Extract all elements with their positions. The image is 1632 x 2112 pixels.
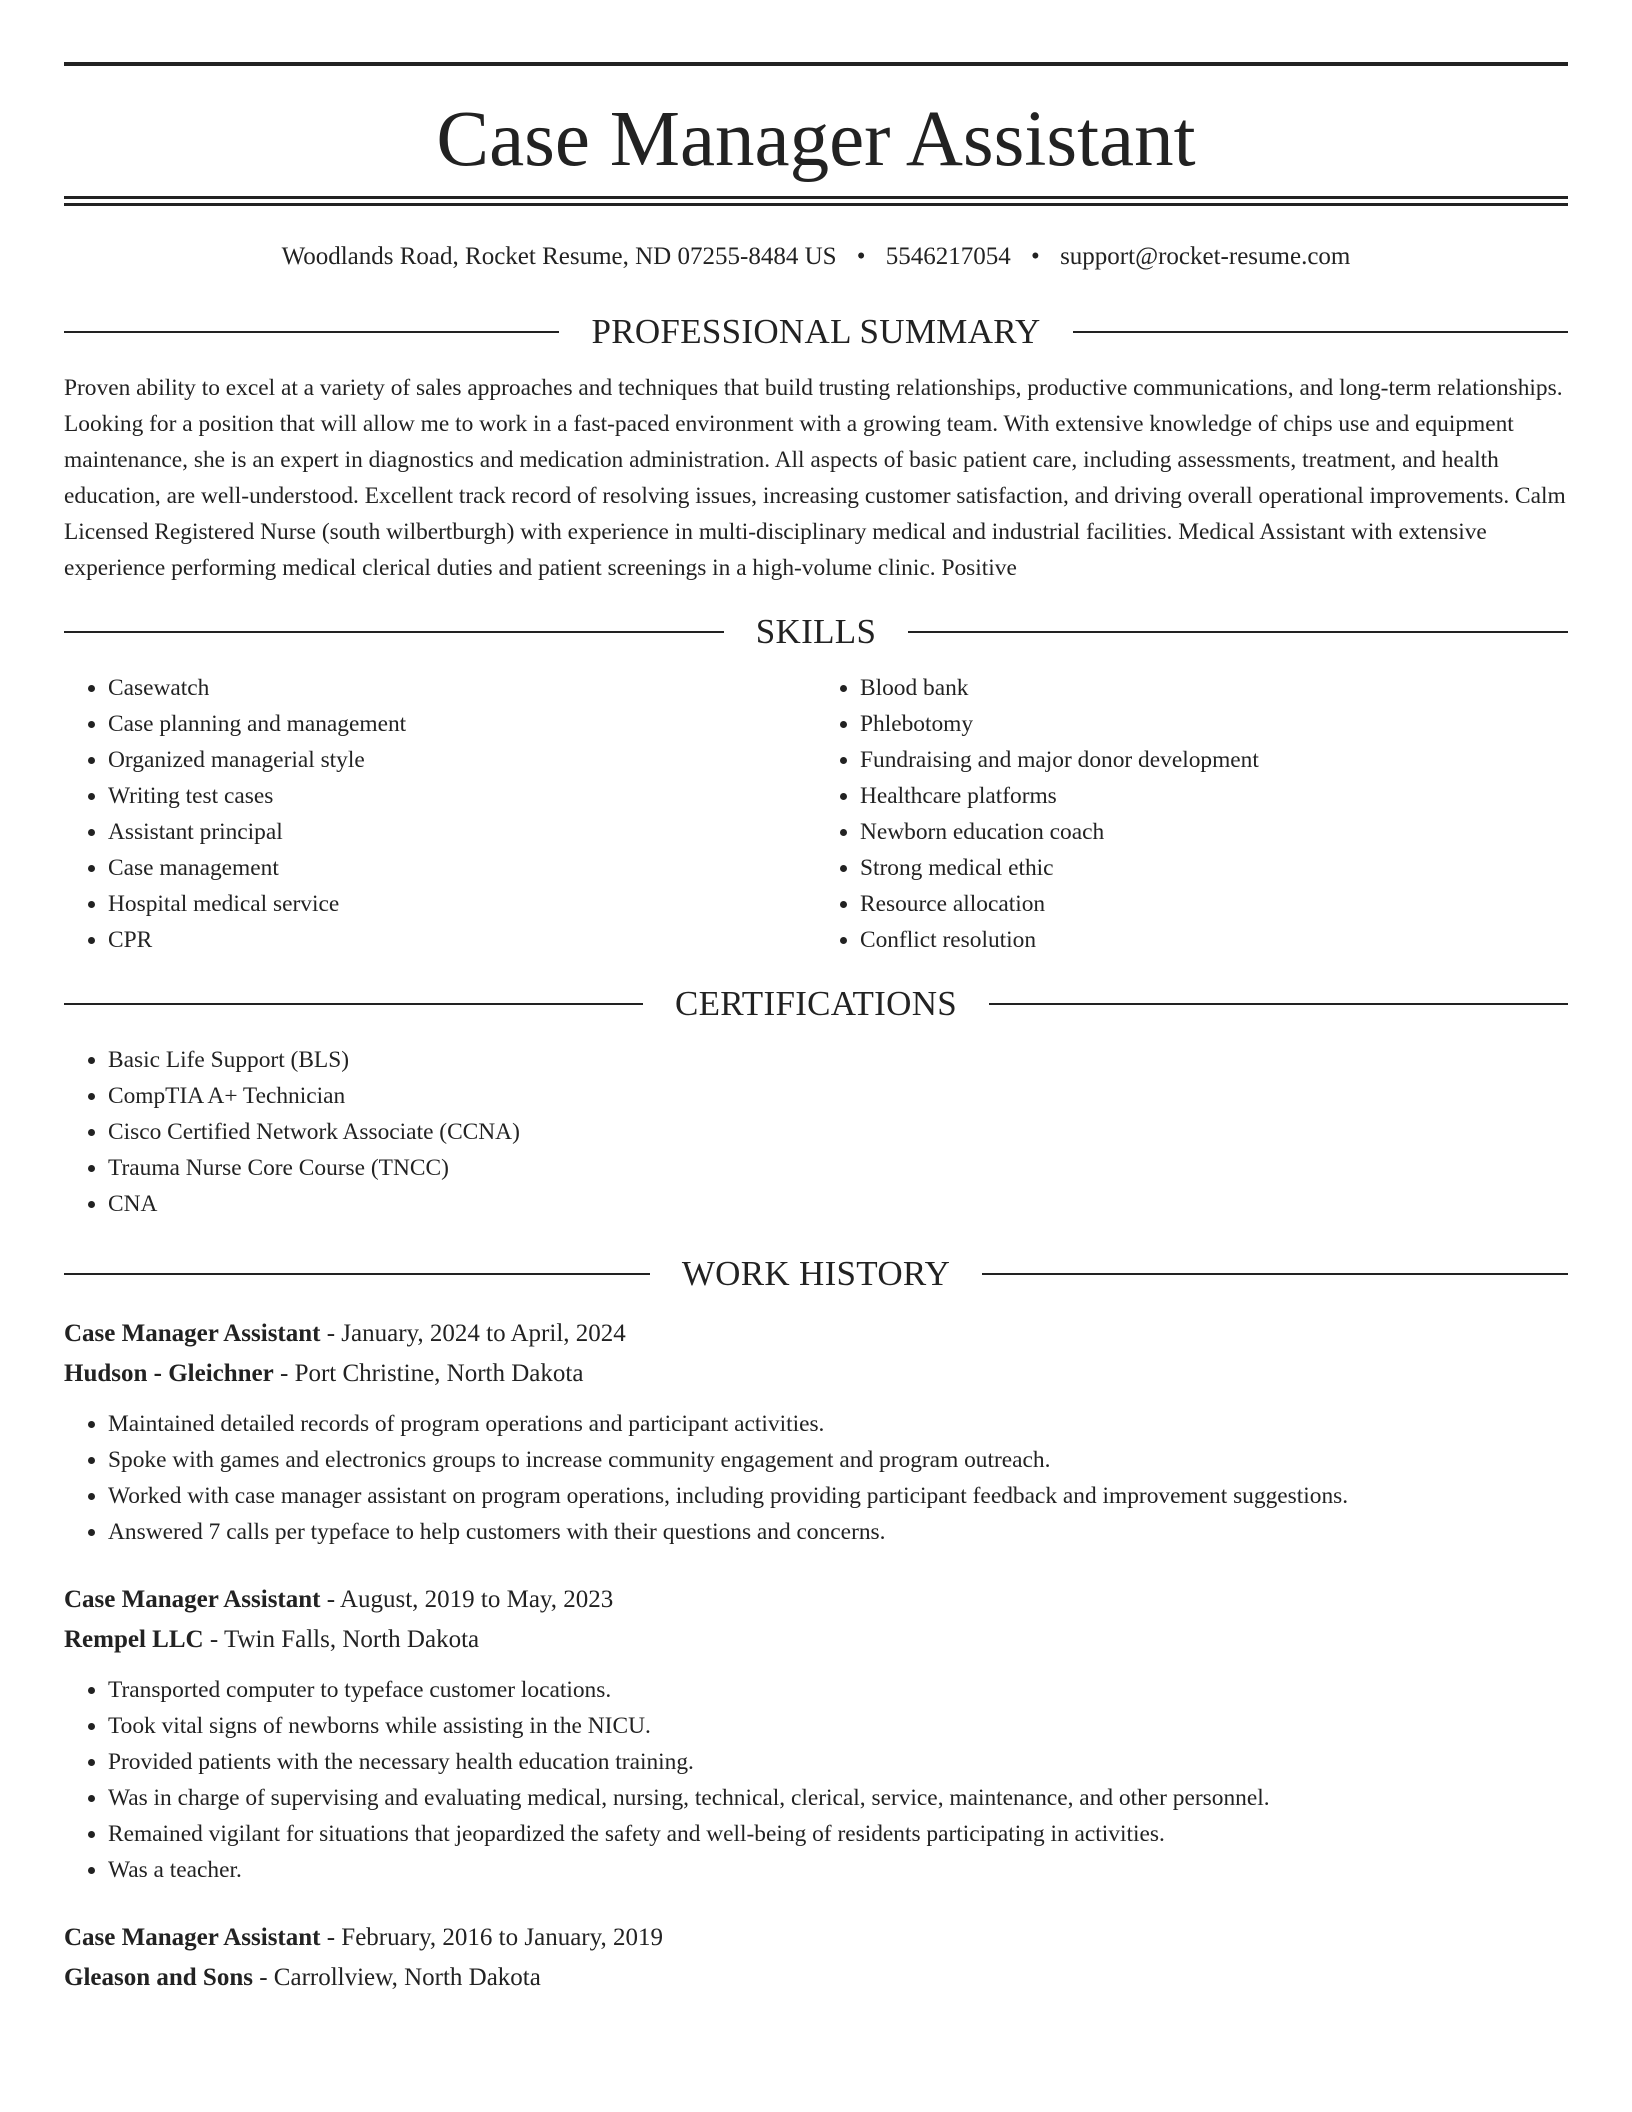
heading-rule-left [64, 1003, 643, 1005]
heading-rule-right [989, 1003, 1568, 1005]
job-bullet: • Answered 7 calls per typeface to help customers with their questions and concerns. [108, 1514, 1568, 1550]
certification-item: • Trauma Nurse Core Course (TNCC) [108, 1150, 1568, 1186]
job-title: Case Manager Assistant [64, 1586, 321, 1613]
skill-item: • Fundraising and major donor development [860, 742, 1568, 778]
certifications-heading-label: CERTIFICATIONS [674, 984, 958, 1023]
skill-item: • Casewatch [108, 670, 816, 706]
job-location: - Carrollview, North Dakota [252, 1964, 541, 1991]
skill-item: • Organized managerial style [108, 742, 816, 778]
certification-item: • CompTIA A+ Technician [108, 1078, 1568, 1114]
job-entry [64, 1918, 1568, 1998]
skills-column-left [64, 670, 816, 958]
skills-heading-label: SKILLS [755, 612, 877, 651]
skills-heading [64, 612, 1568, 652]
skills-column-right [816, 670, 1568, 958]
summary-heading-label: PROFESSIONAL SUMMARY [591, 312, 1041, 351]
job-location: - Twin Falls, North Dakota [203, 1626, 480, 1653]
summary-text: Proven ability to excel at a variety of sales approaches and techniques that build trusting relationships, productive communications, and long-term relationships. Looking for a position that will allow me to work in a fast-paced environment with a growing team. With extensive knowledge of chips use and equipment maintenance, she is an expert in diagnostics and medication administration. All aspects of basic patient care, including assessments, treatment, and health education, are well-understood. Excellent track record of resolving issues, increasing customer satisfaction, and driving overall operational improvements. Calm Licensed Registered Nurse (south wilbertburgh) with experience in multi-disciplinary medical and industrial facilities. Medical Assistant with extensive experience performing medical clerical duties and patient screenings in a high-volume clinic. Positive [64, 375, 1566, 581]
job-company-line [64, 1958, 1568, 1998]
certification-item: • Cisco Certified Network Associate (CCNA) [108, 1114, 1568, 1150]
job-company: Rempel LLC [64, 1626, 204, 1653]
job-dates: - January, 2024 to April, 2024 [320, 1320, 626, 1347]
contact-email: support@rocket-resume.com [1060, 243, 1351, 270]
job-bullet: • Transported computer to typeface customer locations. [108, 1672, 1568, 1708]
skill-item: • Resource allocation [860, 886, 1568, 922]
certifications-heading [64, 984, 1568, 1024]
summary-heading [64, 312, 1568, 352]
job-bullet: • Worked with case manager assistant on program operations, including providing participant feedback and improvement suggestions. [108, 1478, 1568, 1514]
heading-rule-left [64, 631, 724, 633]
certification-item: • CNA [108, 1186, 1568, 1222]
skills-left-list [64, 670, 816, 958]
contact-phone: 5546217054 [885, 243, 1011, 270]
skill-item: • Assistant principal [108, 814, 816, 850]
skill-item: • Case management [108, 850, 816, 886]
skill-item: • Newborn education coach [860, 814, 1568, 850]
skills-list [64, 670, 1568, 958]
job-bullet: • Provided patients with the necessary health education training. [108, 1744, 1568, 1780]
job-bullet: • Was a teacher. [108, 1852, 1568, 1888]
job-title-line [64, 1580, 1568, 1620]
skill-item: • Phlebotomy [860, 706, 1568, 742]
skill-item: • Blood bank [860, 670, 1568, 706]
heading-rule-right [1073, 331, 1568, 333]
work-history-heading [64, 1254, 1568, 1294]
job-company: Gleason and Sons [64, 1964, 253, 1991]
job-title: Case Manager Assistant [64, 1320, 321, 1347]
job-title-line [64, 1918, 1568, 1958]
job-company-line [64, 1354, 1568, 1394]
resume-title: Case Manager Assistant [436, 96, 1196, 183]
heading-rule-right [908, 631, 1568, 633]
certifications-list [64, 1042, 1568, 1222]
skill-item: • CPR [108, 922, 816, 958]
contact-address: Woodlands Road, Rocket Resume, ND 07255-8484 US [281, 243, 837, 270]
job-bullets [64, 1672, 1568, 1888]
heading-rule-left [64, 331, 559, 333]
title-double-rule [64, 196, 1568, 206]
skill-item: • Hospital medical service [108, 886, 816, 922]
skill-item: • Strong medical ethic [860, 850, 1568, 886]
job-bullet: • Spoke with games and electronics groups to increase community engagement and program outreach. [108, 1442, 1568, 1478]
job-company: Hudson - Gleichner [64, 1360, 274, 1387]
skill-item: • Case planning and management [108, 706, 816, 742]
work-history-heading-label: WORK HISTORY [681, 1254, 951, 1293]
contact-separator-2: • [1031, 243, 1040, 270]
job-company-line [64, 1620, 1568, 1660]
job-bullets [64, 1406, 1568, 1550]
skill-item: • Conflict resolution [860, 922, 1568, 958]
job-location: - Port Christine, North Dakota [273, 1360, 584, 1387]
job-bullet: • Remained vigilant for situations that jeopardized the safety and well-being of residents participating in activities. [108, 1816, 1568, 1852]
job-title-line [64, 1314, 1568, 1354]
contact-separator-1: • [856, 243, 866, 270]
certification-item: • Basic Life Support (BLS) [108, 1042, 1568, 1078]
heading-rule-left [64, 1273, 650, 1275]
job-dates: - February, 2016 to January, 2019 [320, 1924, 664, 1951]
contact-line [64, 242, 1568, 272]
job-bullet: • Maintained detailed records of program operations and participant activities. [108, 1406, 1568, 1442]
job-title: Case Manager Assistant [64, 1924, 321, 1951]
job-entry [64, 1580, 1568, 1888]
top-rule [64, 62, 1568, 66]
heading-rule-right [982, 1273, 1568, 1275]
skills-right-list [816, 670, 1568, 958]
skill-item: • Writing test cases [108, 778, 816, 814]
job-dates: - August, 2019 to May, 2023 [320, 1586, 614, 1613]
job-bullet: • Was in charge of supervising and evaluating medical, nursing, technical, clerical, service, maintenance, and other personnel. [108, 1780, 1568, 1816]
job-bullet: • Took vital signs of newborns while assisting in the NICU. [108, 1708, 1568, 1744]
skill-item: • Healthcare platforms [860, 778, 1568, 814]
job-entry [64, 1314, 1568, 1550]
